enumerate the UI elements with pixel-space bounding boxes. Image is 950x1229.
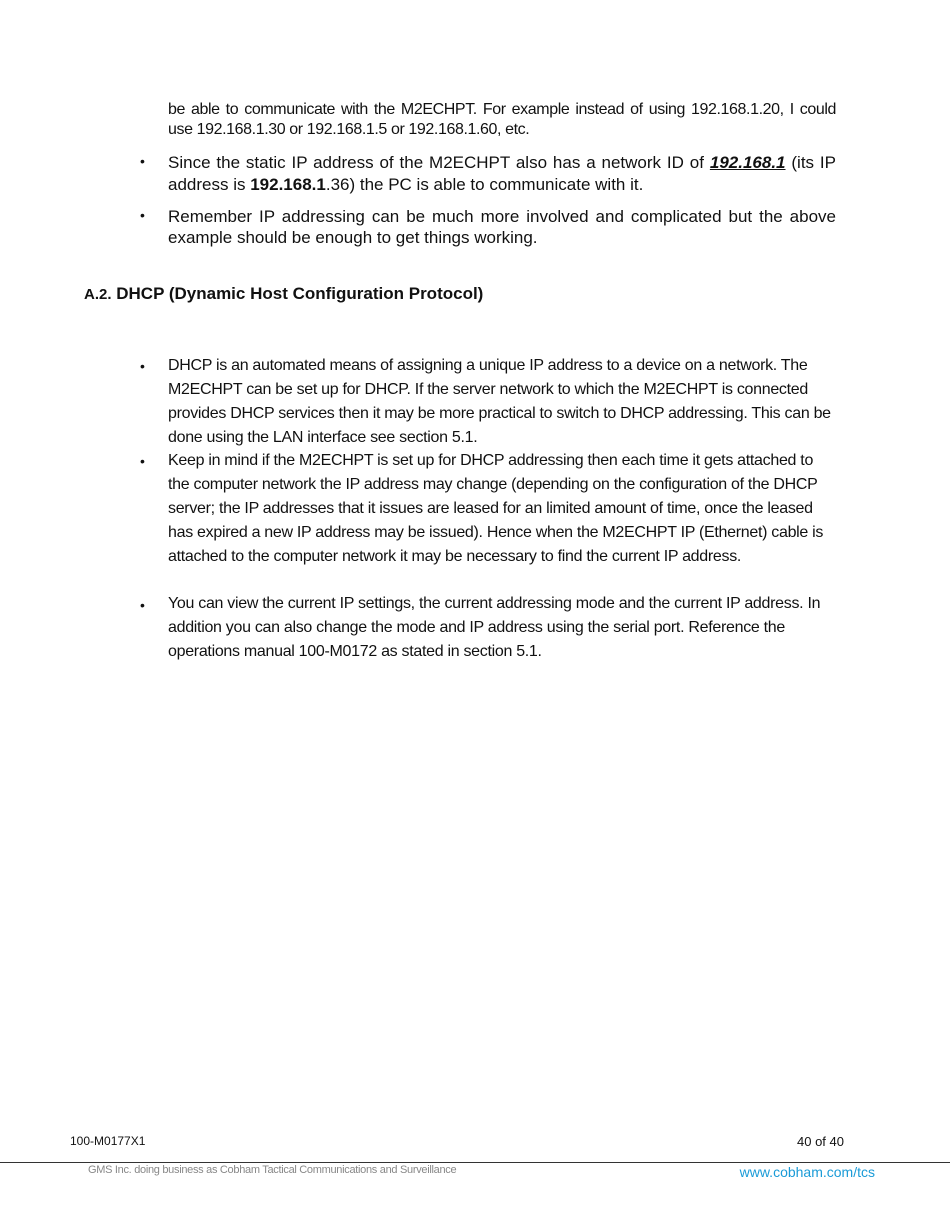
network-id-emphasis: 192.168.1 [709,153,786,172]
bullet-text-pre: Since the static IP address of the M2ECHPT also has a network ID of [168,153,710,172]
section-title: DHCP (Dynamic Host Configuration Protocol) [116,284,484,303]
bullet-marker: • [140,153,145,169]
bullet-network-id [168,152,836,196]
bullet-marker: • [140,207,145,223]
dhcp-bullet-keep-in-mind: Keep in mind if the M2ECHPT is set up for DHCP addressing then each time it gets attached to the computer network the IP address may change (depending on the configuration of the DHCP server; the IP addresses that it issues are leased for an limited amount of time, once the leased has expired a new IP address may be issued). Hence when the M2ECHPT IP (Ethernet) cable is attached to the computer network it may be necessary to find the current IP address. [168,452,824,565]
company-line: GMS Inc. doing business as Cobham Tactical Communications and Surveillance [88,1164,457,1176]
bullet-text-mid: (its IP address is [168,153,836,194]
footer-divider [0,1162,950,1163]
bullet-remember: Remember IP addressing can be much more involved and complicated but the above example should be enough to get things working. [168,207,836,247]
bullet-marker: • [140,358,145,374]
dhcp-bullet-definition: DHCP is an automated means of assigning a unique IP address to a device on a network. The M2ECHPT can be set up for DHCP. If the server network to which the M2ECHPT is connected provides DHCP services then it may be more practical to switch to DHCP addressing. This can be done using the LAN interface see section 5.1. [168,357,831,446]
bullet-marker: • [140,453,145,469]
section-number: A.2. [84,286,112,303]
bullet-marker: • [140,597,145,613]
section-heading [84,284,483,304]
company-url-link[interactable]: www.cobham.com/tcs [739,1164,875,1180]
dhcp-bullet-view-settings: You can view the current IP settings, the current addressing mode and the current IP address. In addition you can also change the mode and IP address using the serial port. Reference the operations manual 100-M0172 as stated in section 5.1. [168,595,821,660]
intro-paragraph: be able to communicate with the M2ECHPT. For example instead of using 192.168.1.20, I could use 192.168.1.30 or 192.168.1.5 or 192.168.1.60, etc. [168,101,836,138]
document-number: 100-M0177X1 [70,1134,146,1148]
page-number: 40 of 40 [797,1134,844,1149]
ip-address-bold: 192.168.1 [250,175,326,194]
bullet-text-post: .36) the PC is able to communicate with it. [325,175,644,194]
